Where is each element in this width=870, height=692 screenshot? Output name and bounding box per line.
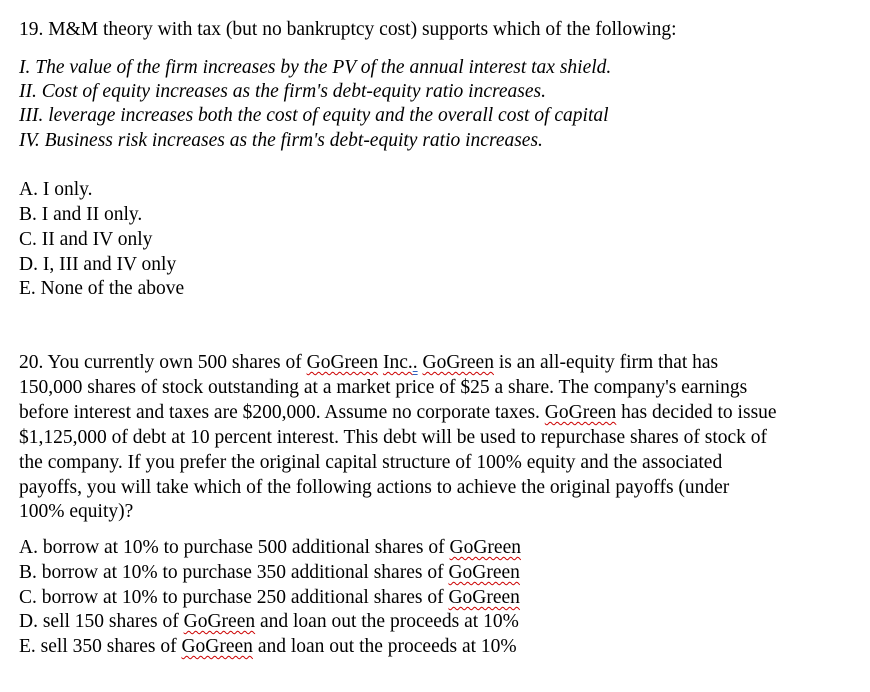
q20-line-1-text-h: is an all-equity firm that has [493, 352, 719, 373]
spellcheck-word: GoGreen [422, 352, 494, 373]
q20-line-3 [19, 401, 777, 425]
q20-line-6: payoffs, you will take which of the following actions to achieve the original payoffs (under [19, 477, 730, 498]
grammar-mark: . [412, 352, 418, 373]
spellcheck-word: GoGreen [448, 587, 520, 608]
spellcheck-word: GoGreen [181, 636, 253, 657]
q20-option-c [19, 586, 520, 610]
spellcheck-word: GoGreen [544, 402, 617, 423]
q20-line-3-text-c: has decided to issue [616, 402, 777, 423]
q20-option-b-text: B. borrow at 10% to purchase 350 additional shares of [19, 562, 449, 583]
q20-option-a [19, 536, 521, 560]
q20-line-4: $1,125,000 of debt at 10 percent interest. This debt will be used to repurchase shares of stock of [19, 427, 768, 448]
q20-option-d [19, 610, 519, 634]
q19-question: 19. M&M theory with tax (but no bankruptcy cost) supports which of the following: [19, 19, 677, 40]
q20-option-d-text-post: and loan out the proceeds at 10% [255, 611, 519, 632]
q20-line-1 [19, 351, 718, 375]
q19-option-b: B. I and II only. [19, 204, 143, 225]
q19-statement-3: III. leverage increases both the cost of equity and the overall cost of capital [19, 105, 609, 126]
q20-line-1-text-a: 20. You currently own 500 shares of [19, 352, 307, 373]
q20-line-7: 100% equity)? [19, 501, 134, 522]
spellcheck-word: GoGreen [448, 562, 520, 583]
q20-option-a-text: A. borrow at 10% to purchase 500 additional shares of [19, 537, 450, 558]
q19-statement-2: II. Cost of equity increases as the firm's debt-equity ratio increases. [19, 81, 546, 102]
q20-line-5: the company. If you prefer the original capital structure of 100% equity and the associated [19, 452, 723, 473]
q20-option-e-text: E. sell 350 shares of [19, 636, 182, 657]
spellcheck-word: GoGreen [449, 537, 521, 558]
q19-statement-4: IV. Business risk increases as the firm's debt-equity ratio increases. [19, 130, 543, 151]
spellcheck-word: GoGreen [306, 352, 379, 373]
q20-option-c-text: C. borrow at 10% to purchase 250 additional shares of [19, 587, 449, 608]
q20-line-3-text-a: before interest and taxes are $200,000. Assume no corporate taxes. [19, 402, 545, 423]
q19-option-d: D. I, III and IV only [19, 254, 177, 275]
q19-option-e: E. None of the above [19, 278, 185, 299]
spellcheck-word: GoGreen [183, 611, 256, 632]
q20-line-2: 150,000 shares of stock outstanding at a market price of $25 a share. The company's earnings [19, 377, 748, 398]
q20-option-e [19, 635, 517, 659]
q19-statement-1: I. The value of the firm increases by the PV of the annual interest tax shield. [19, 57, 612, 78]
q20-option-d-text: D. sell 150 shares of [19, 611, 184, 632]
q19-option-c: C. II and IV only [19, 229, 153, 250]
q20-option-b [19, 561, 520, 585]
q19-option-a: A. I only. [19, 179, 93, 200]
q20-option-e-text-post: and loan out the proceeds at 10% [252, 636, 517, 657]
spellcheck-word: Inc. [382, 352, 413, 373]
